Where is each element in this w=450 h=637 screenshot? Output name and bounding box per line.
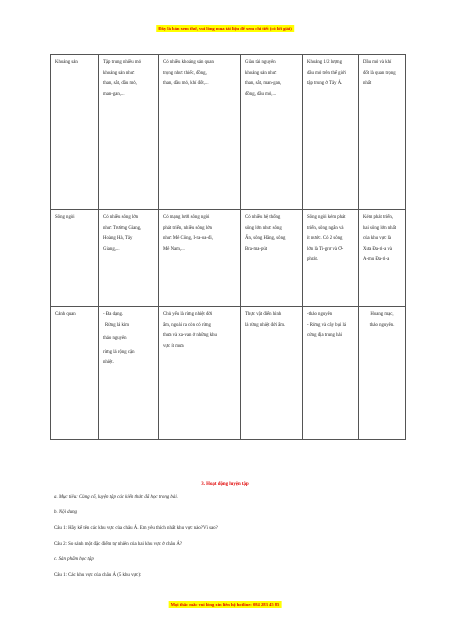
cell-line: Có mạng lưới sông ngòi [163, 215, 210, 220]
cell-line: nhất [363, 81, 372, 86]
cell-line: A-mu Đa-ri-a [363, 257, 390, 262]
cell-line: thảo nguyên. [369, 322, 395, 328]
row-label-text: Sông ngòi [55, 215, 75, 220]
table-row-landscape [51, 307, 406, 440]
row-label [51, 55, 99, 210]
hotline-banner: Mọi thắc mắc vui lòng xin liên hệ hotline: 084 283 45 85 [170, 602, 280, 607]
cell-line: nhiệt. [103, 360, 114, 365]
cell-line: Dầu mỏ và khí [363, 60, 392, 65]
table-cell [303, 210, 359, 307]
table-cell [99, 55, 159, 210]
cell-line: cứng địa trung hải [307, 333, 342, 338]
cell-line: Có nhiều hệ thống [245, 215, 281, 220]
table-cell [159, 210, 241, 307]
answer-1: Câu 1: Các khu vực của châu Á (5 khu vực): [54, 573, 142, 578]
asia-regions-table [50, 54, 406, 440]
table-cell [159, 55, 241, 210]
content-heading: b. Nội dung [54, 510, 77, 515]
cell-line: dầu mỏ trên thế giới [307, 70, 346, 76]
cell-line: sông lớn như: sông [245, 225, 282, 231]
cell-line: như: Trường Giang, [103, 225, 142, 231]
cell-line: man-gan,... [103, 91, 125, 97]
table-cell [99, 210, 159, 307]
cell-line: Tập trung nhiều mỏ [103, 60, 141, 65]
cell-line: Thực vật điển hình [245, 312, 282, 317]
cell-line: Khoảng 1/2 lượng [307, 60, 342, 65]
cell-line: -thảo nguyên [307, 312, 333, 317]
cell-line: khoáng sản như: [103, 70, 135, 76]
cell-line: than, sắt, dầu mỏ, [103, 81, 137, 86]
cell-line: tập trung ở Tây Á. [307, 81, 343, 86]
cell-line: than, sắt, man-gan, [245, 81, 282, 86]
table-cell [241, 307, 303, 440]
table-cell [241, 55, 303, 210]
cell-line: thưa và xa-van ở những khu [163, 333, 217, 338]
cell-line: khoáng sản như: [245, 70, 277, 76]
cell-line: của khu vực là [363, 236, 392, 241]
table-row-minerals [51, 55, 406, 210]
cell-line: Xưa Đa-ri-a và [363, 246, 392, 252]
cell-line: Chủ yếu là rừng nhiệt đới [163, 312, 213, 317]
cell-line: Ấn, sông Hằng, sông [245, 236, 286, 241]
cell-line: phrát. [307, 257, 319, 262]
row-label [51, 307, 99, 440]
cell-line: Hoang mạc, [370, 312, 394, 317]
cell-line: đốt là quan trọng [363, 70, 396, 76]
question-1: Câu 1: Hãy kể tên các khu vực của châu Á. Em yêu thích nhất khu vực nào?Vì sao? [54, 526, 218, 531]
cell-line: Bra-ma-pút [245, 246, 268, 252]
product-heading: c. Sản phẩm học tập [54, 557, 94, 562]
cell-line: vực ít mưa [163, 343, 184, 349]
cell-line: Kém phát triển, [363, 215, 393, 220]
cell-line: phát triển, nhiều sông lớn [163, 225, 213, 231]
row-label-text: Khoáng sản [55, 60, 78, 65]
cell-line: là rừng nhiệt đới ẩm. [245, 322, 286, 328]
cell-line: Hoàng Hà, Tây [103, 236, 133, 241]
cell-line: lớn là Ti-grơ và Ơ- [307, 246, 344, 252]
cell-line: ẩm, ngoài ra còn có rừng [163, 322, 211, 328]
cell-line: - Đa dạng. [103, 312, 124, 317]
cell-line: triển, sông ngắn và [307, 225, 344, 231]
cell-line: Mê Nam,... [163, 246, 185, 252]
cell-line: - Rừng và cây bụi lá [307, 322, 346, 328]
cell-line: rừng lá rộng cận [103, 349, 135, 355]
table-cell [99, 307, 159, 440]
table-cell [241, 210, 303, 307]
activity-title: 3. Hoạt động luyện tập [201, 482, 249, 487]
cell-line: trọng như: thiếc, đồng, [163, 70, 207, 76]
table-cell [303, 307, 359, 440]
table-cell [159, 307, 241, 440]
question-2: Câu 2: So sánh một đặc điểm tự nhiên của hai khu vực ở châu Á? [54, 542, 183, 547]
objective-line: a. Mục tiêu: Củng cố, luyện tập các kiến thức đã học trong bài. [54, 495, 178, 500]
table-row-rivers [51, 210, 406, 307]
row-label-text: Cảnh quan [55, 312, 76, 317]
cell-line: Rừng lá kim [105, 322, 129, 328]
table-cell [303, 55, 359, 210]
preview-notice-banner: Đây là bản xem thử, vui lòng mua tài liệu để xem chi tiết (có lời giải) [158, 26, 292, 31]
table-cell [359, 307, 406, 440]
cell-line: ít nước. Có 2 sông [307, 236, 343, 241]
cell-line: như: Mê Công, I-ra-oa-đi, [163, 236, 213, 241]
cell-line: than, dầu mỏ, khí đốt,... [163, 81, 209, 86]
cell-line: Giang,... [103, 246, 120, 252]
cell-line: đồng, dầu mỏ,... [245, 91, 277, 97]
cell-line: Sông ngòi kém phát [307, 215, 346, 220]
cell-line: hai sông lớn nhất [363, 225, 397, 231]
cell-line: Giàu tài nguyên [245, 60, 276, 65]
row-label [51, 210, 99, 307]
table-cell [359, 55, 406, 210]
cell-line: Có nhiều sông lớn [103, 215, 139, 220]
table-cell [359, 210, 406, 307]
cell-line: Có nhiều khoáng sản quan [163, 60, 214, 65]
cell-line: thảo nguyên [103, 336, 127, 341]
